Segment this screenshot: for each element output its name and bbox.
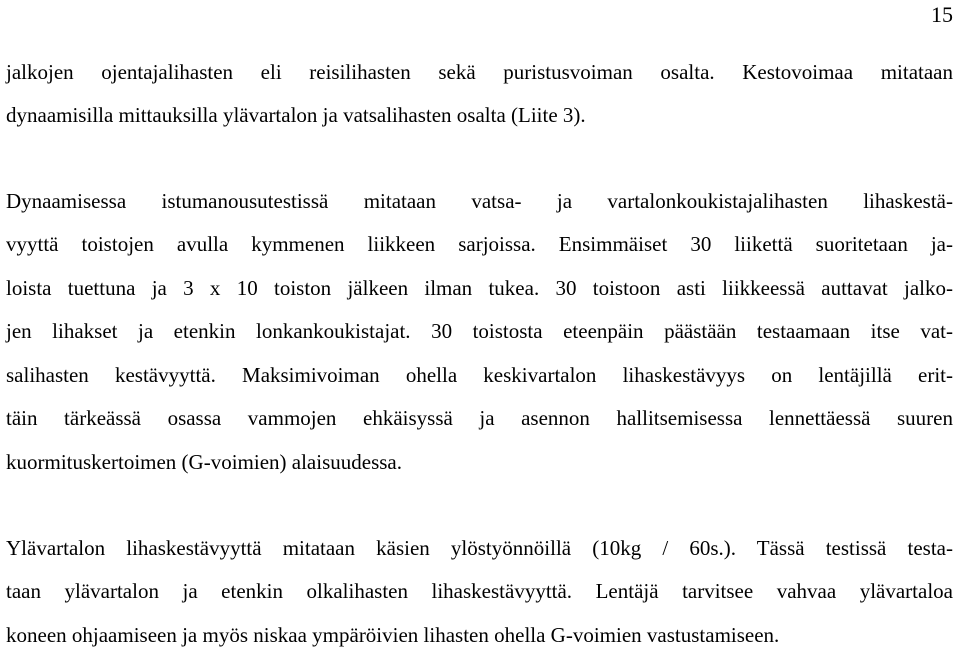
paragraph-2-line-7: kuormituskertoimen (G-voimien) alaisuudessa.: [6, 450, 402, 474]
paragraph-2-line-6: täin tärkeässä osassa vammojen ehkäisyssä ja asennon hallitsemisessa lennettäessä suuren: [6, 406, 953, 430]
paragraph-1-line-2: dynaamisilla mittauksilla ylävartalon ja vatsalihasten osalta (Liite 3).: [6, 103, 586, 127]
paragraph-2-line-2: vyyttä toistojen avulla kymmenen liikkeen sarjoissa. Ensimmäiset 30 liikettä suoritetaan ja-: [6, 232, 953, 256]
paragraph-2-line-5: salihasten kestävyyttä. Maksimivoiman ohella keskivartalon lihaskestävyys on lentäjillä erit-: [6, 363, 953, 387]
paragraph-2-line-3: loista tuettuna ja 3 x 10 toiston jälkeen ilman tukea. 30 toistoon asti liikkeessä auttavat jalko-: [6, 276, 953, 300]
paragraph-3-line-1: Ylävartalon lihaskestävyyttä mitataan käsien ylöstyönnöillä (10kg / 60s.). Tässä testissä testa-: [6, 536, 953, 560]
paragraph-2-line-1: Dynaamisessa istumanousutestissä mitataan vatsa- ja vartalonkoukistajalihasten lihaskestä-: [6, 189, 953, 213]
paragraph-2-line-4: jen lihakset ja etenkin lonkankoukistajat. 30 toistosta eteenpäin päästään testaamaan itse vat-: [6, 319, 953, 343]
paragraph-1-line-1: jalkojen ojentajalihasten eli reisilihasten sekä puristusvoiman osalta. Kestovoimaa mitataan: [6, 60, 953, 84]
paragraph-3-line-3: koneen ohjaamiseen ja myös niskaa ympäröivien lihasten ohella G-voimien vastustamiseen.: [6, 623, 780, 647]
page-number: 15: [931, 2, 953, 27]
paragraph-3-line-2: taan ylävartalon ja etenkin olkalihasten lihaskestävyyttä. Lentäjä tarvitsee vahvaa ylävartaloa: [6, 579, 953, 603]
